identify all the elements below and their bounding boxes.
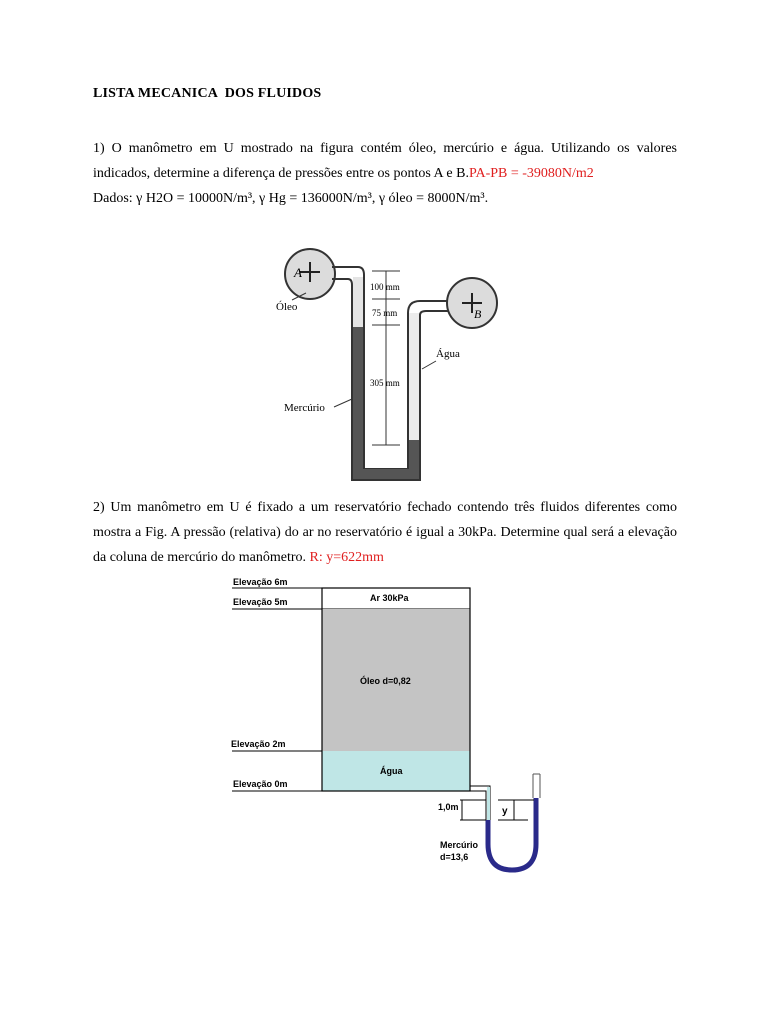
question-1-answer: PA-PB = -39080N/m2 [468, 166, 594, 181]
dim-y: y [502, 806, 508, 817]
label-a: A [294, 265, 302, 280]
dim-1m: 1,0m [438, 802, 459, 812]
label-b: B [474, 307, 482, 321]
figure-2-tank [228, 574, 558, 879]
label-mercurio-d: d=13,6 [440, 852, 469, 862]
elevacao-2m: Elevação 2m [231, 739, 286, 749]
question-1-given: Dados: γ H2O = 10000N/m³, γ Hg = 136000N/m³, γ óleo = 8000N/m³. [93, 191, 489, 206]
label-mercurio: Mercúrio [284, 402, 325, 414]
label-oleo-tank: Óleo d=0,82 [360, 676, 411, 686]
mercury-u-tube [488, 798, 536, 870]
figure-1-manometer [260, 245, 510, 485]
label-ar: Ar 30kPa [370, 593, 409, 603]
elevacao-5m: Elevação 5m [233, 597, 288, 607]
label-agua: Água [436, 348, 460, 360]
label-oleo: Óleo [276, 301, 298, 313]
elevacao-6m: Elevação 6m [233, 577, 288, 587]
question-1-text: 1) O manômetro em U mostrado na figura contém óleo, mercúrio e água. Utilizando os valores indicados, determine a diferença de pressões entre os pontos A e B. [93, 141, 677, 181]
question-2-answer: R: y=622mm [309, 550, 384, 565]
dim-305mm: 305 mm [370, 378, 400, 388]
document-title: LISTA MECANICA DOS FLUIDOS [93, 86, 322, 101]
dim-75mm: 75 mm [372, 308, 398, 318]
elevacao-0m: Elevação 0m [233, 779, 288, 789]
question-1 [93, 136, 677, 211]
question-2-text: 2) Um manômetro em U é fixado a um reservatório fechado contendo três fluidos diferentes como mostra a Fig. A pressão (relativa) do ar no reservatório é igual a 30kPa. Determine qual será a elevação da coluna de mercúrio do manômetro. [93, 500, 677, 565]
label-mercurio-tank: Mercúrio [440, 840, 479, 850]
label-agua-tank: Água [380, 766, 403, 776]
question-2 [93, 495, 677, 570]
dim-100mm: 100 mm [370, 282, 400, 292]
